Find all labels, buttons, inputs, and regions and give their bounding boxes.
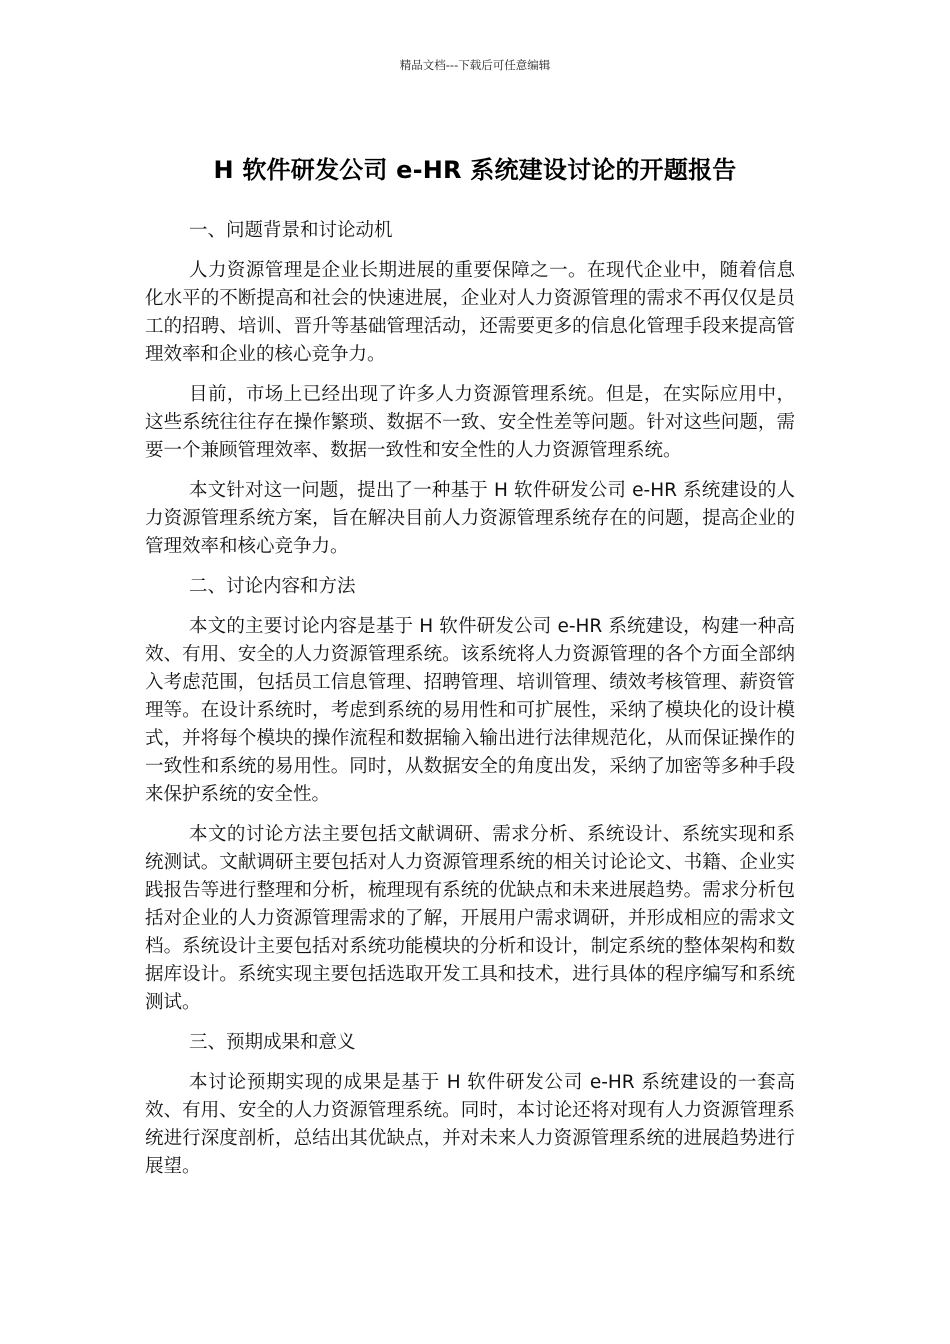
section-background	[145, 217, 795, 561]
body-paragraph: 本文针对这一问题，提出了一种基于 H 软件研发公司 e-HR 系统建设的人力资源管理系统方案，旨在解决目前人力资源管理系统存在的问题，提高企业的管理效率和核心竞争力。	[145, 480, 795, 557]
body-paragraph: 本文的讨论方法主要包括文献调研、需求分析、系统设计、系统实现和系统测试。文献调研主要包括对人力资源管理系统的相关讨论论文、书籍、企业实践报告等进行整理和分析，梳理现有系统的优缺点和未来进展趋势。需求分析包括对企业的人力资源管理需求的了解，开展用户需求调研，并形成相应的需求文档。系统设计主要包括对系统功能模块的分析和设计，制定系统的整体架构和数据库设计。系统实现主要包括选取开发工具和技术，进行具体的程序编写和系统测试。	[145, 824, 795, 1013]
body-paragraph: 目前，市场上已经出现了许多人力资源管理系统。但是，在实际应用中，这些系统往往存在操作繁琐、数据不一致、安全性差等问题。针对这些问题，需要一个兼顾管理效率、数据一致性和安全性的人力资源管理系统。	[145, 384, 795, 461]
section-heading: 三、预期成果和意义	[189, 1032, 356, 1053]
section-heading: 二、讨论内容和方法	[189, 576, 356, 597]
body-paragraph: 人力资源管理是企业长期进展的重要保障之一。在现代企业中，随着信息化水平的不断提高和社会的快速进展，企业对人力资源管理的需求不再仅仅是员工的招聘、培训、晋升等基础管理活动，还需要更多的信息化管理手段来提高管理效率和企业的核心竞争力。	[145, 260, 795, 365]
section-content-method	[145, 573, 795, 1017]
document-title: H 软件研发公司 e-HR 系统建设讨论的开题报告	[213, 156, 737, 185]
section-heading: 一、问题背景和讨论动机	[189, 220, 393, 241]
document-body	[145, 217, 795, 1193]
section-expected-results	[145, 1029, 795, 1181]
body-paragraph: 本讨论预期实现的成果是基于 H 软件研发公司 e-HR 系统建设的一套高效、有用、安全的人力资源管理系统。同时，本讨论还将对现有人力资源管理系统进行深度剖析，总结出其优缺点，并对未来人力资源管理系统的进展趋势进行展望。	[145, 1072, 795, 1177]
body-paragraph: 本文的主要讨论内容是基于 H 软件研发公司 e-HR 系统建设，构建一种高效、有用、安全的人力资源管理系统。该系统将人力资源管理的各个方面全部纳入考虑范围，包括员工信息管理、招聘管理、培训管理、绩效考核管理、薪资管理等。在设计系统时，考虑到系统的易用性和可扩展性，采纳了模块化的设计模式，并将每个模块的操作流程和数据输入输出进行法律规范化，从而保证操作的一致性和系统的易用性。同时，从数据安全的角度出发，采纳了加密等多种手段来保护系统的安全性。	[145, 616, 795, 805]
running-header: 精品文档---下载后可任意编辑	[399, 58, 551, 72]
